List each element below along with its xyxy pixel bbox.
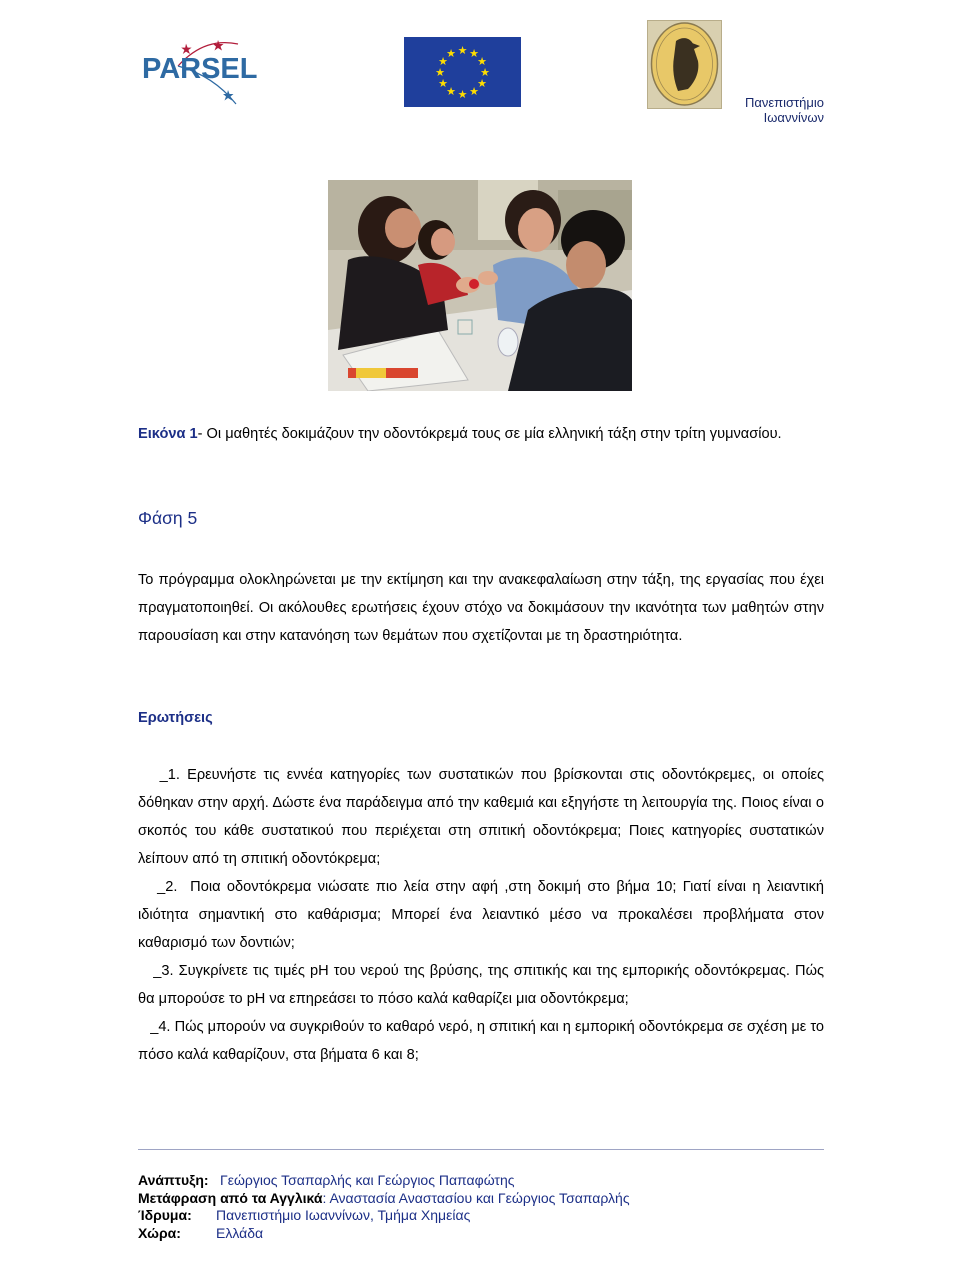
footer-value: Πανεπιστήμιο Ιωαννίνων, Τμήμα Χημείας [216, 1207, 471, 1223]
caption-label: Εικόνα 1 [138, 426, 198, 442]
question-number: _3. [153, 963, 174, 979]
footer-row-translation [138, 1190, 630, 1208]
question-number: _2. [157, 879, 178, 895]
questions-list [138, 761, 824, 1069]
university-seal [647, 20, 722, 109]
svg-text:★: ★ [480, 67, 490, 79]
university-name-line: Πανεπιστήμιο [744, 95, 824, 110]
svg-text:★: ★ [457, 45, 468, 57]
svg-text:★: ★ [446, 48, 456, 60]
svg-text:★: ★ [469, 86, 479, 98]
question-item [138, 1013, 824, 1069]
footer-divider [138, 1149, 824, 1150]
question-text: Ερευνήστε τις εννέα κατηγορίες των συστατικών που βρίσκονται στις οδοντόκρεμες, οι οποίες δόθηκαν στην αρχή. Δώστε ένα παράδειγμα από την καθεμιά και εξηγήστε τη λειτουργία της. Ποιος είναι ο σκοπός του κάθε συστατικού που περιέχεται στη σπιτική οδοντόκρεμα; Ποιες κατηγορίες συστατικών λείπουν από τη σπιτική οδοντόκρεμα; [138, 767, 824, 867]
footer-row-institution [138, 1207, 630, 1225]
question-item [138, 761, 824, 873]
phase-title: Φάση 5 [138, 508, 198, 528]
footer-value: Ελλάδα [216, 1224, 264, 1241]
parsel-logo [138, 34, 258, 106]
footer-label: Ίδρυμα: [138, 1207, 192, 1223]
svg-text:★: ★ [477, 78, 487, 90]
svg-text:★: ★ [435, 67, 445, 79]
question-text: Ποια οδοντόκρεμα νιώσατε πιο λεία στην αφή ,στη δοκιμή στο βήμα 10; Γιατί είναι η λειαντική ιδιότητα σημαντική στο καθάρισμα; Μπορεί ένα λειαντικό μέσο να προκαλέσει προβλήματα στον καθαρισμό των δοντιών; [138, 879, 825, 951]
svg-text:★: ★ [438, 78, 448, 90]
footer-value: : Αναστασία Αναστασίου και Γεώργιος Τσαπαρλής [322, 1189, 630, 1206]
parsel-logo-text: PARSEL [142, 53, 258, 85]
question-text: Πώς μπορούν να συγκριθούν το καθαρό νερό, η σπιτική και η εμπορική οδοντόκρεμα σε σχέση με το πόσο καλά καθαρίζουν, στα βήματα 6 και 8; [138, 1019, 824, 1063]
caption-text: - Οι μαθητές δοκιμάζουν την οδοντόκρεμά τους σε μία ελληνική τάξη στην τρίτη γυμνασίου. [197, 426, 782, 442]
question-text: Συγκρίνετε τις τιμές pH του νερού της βρύσης, της σπιτικής και της εμπορικής οδοντόκρεμας. Πώς θα μπορούσε το pH να επηρεάσει το πόσο καλά καθαρίζει μια οδοντόκρεμα; [138, 963, 824, 1007]
footer-credits [138, 1172, 630, 1242]
university-name-line: Ιωαννίνων [763, 110, 824, 125]
question-number: _1. [159, 767, 180, 783]
eu-flag [404, 37, 521, 107]
svg-text:★: ★ [438, 56, 448, 68]
phase-intro: Το πρόγραμμα ολοκληρώνεται με την εκτίμηση και την ανακεφαλαίωση στην τάξη, της εργασίας που έχει πραγματοποιηθεί. Οι ακόλουθες ερωτήσεις έχουν στόχο να δοκιμάσουν την ικανότητα των μαθητών στην παρουσίαση και στην κατανόηση των θεμάτων που σχετίζονται με τη δραστηριότητα. [138, 572, 824, 644]
footer-row-country [138, 1225, 630, 1243]
footer-label: Μετάφραση από τα Αγγλικά [138, 1189, 323, 1206]
university-name [745, 95, 824, 125]
question-item [138, 873, 824, 957]
question-number: _4. [150, 1019, 171, 1035]
svg-text:★: ★ [477, 56, 487, 68]
footer-value: Γεώργιος Τσαπαρλής και Γεώργιος Παπαφώτης [220, 1172, 515, 1188]
svg-text:★: ★ [469, 48, 479, 60]
classroom-photo [328, 180, 632, 391]
footer-row-development [138, 1172, 630, 1190]
figure-caption [138, 420, 824, 448]
svg-text:★: ★ [457, 89, 468, 101]
question-item [138, 957, 824, 1013]
footer-label: Ανάπτυξη: [138, 1172, 209, 1188]
svg-text:★: ★ [446, 86, 456, 98]
footer-label: Χώρα: [138, 1224, 181, 1241]
questions-heading: Ερωτήσεις [138, 710, 213, 726]
